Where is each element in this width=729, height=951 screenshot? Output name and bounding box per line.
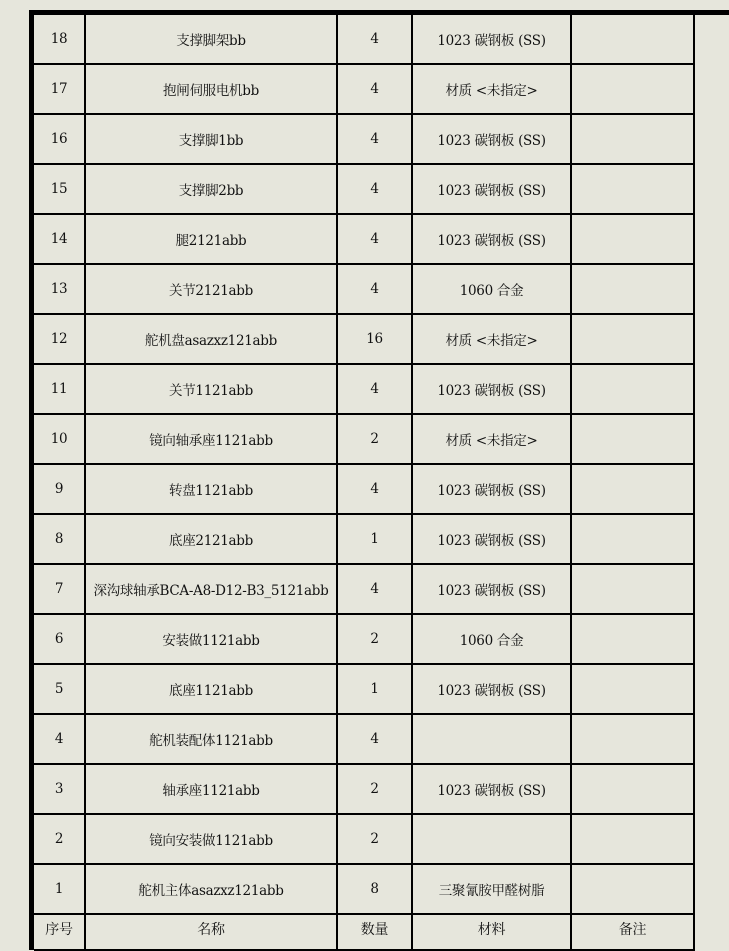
bom-cell-qty: 1 bbox=[337, 664, 412, 714]
bom-cell-material: 1023 碳钢板 (SS) bbox=[412, 114, 571, 164]
bom-cell-no: 7 bbox=[34, 564, 85, 614]
bom-cell-note bbox=[571, 564, 694, 614]
bom-cell-material bbox=[412, 814, 571, 864]
bom-cell-qty: 4 bbox=[337, 464, 412, 514]
table-row bbox=[34, 15, 694, 64]
bom-cell-qty: 1 bbox=[337, 514, 412, 564]
table-row bbox=[34, 514, 694, 564]
bom-cell-qty: 4 bbox=[337, 714, 412, 764]
bom-cell-no: 15 bbox=[34, 164, 85, 214]
bom-cell-material: 材质 <未指定> bbox=[412, 64, 571, 114]
bom-cell-name: 深沟球轴承BCA-A8-D12-B3_5121abb bbox=[85, 564, 337, 614]
bom-cell-no: 1 bbox=[34, 864, 85, 914]
bom-cell-no: 8 bbox=[34, 514, 85, 564]
table-row bbox=[34, 64, 694, 114]
bom-cell-material: 1023 碳钢板 (SS) bbox=[412, 464, 571, 514]
bom-cell-qty: 4 bbox=[337, 114, 412, 164]
table-row bbox=[34, 414, 694, 464]
bom-cell-no: 16 bbox=[34, 114, 85, 164]
bom-cell-material: 1023 碳钢板 (SS) bbox=[412, 15, 571, 64]
bom-cell-name: 舵机装配体1121abb bbox=[85, 714, 337, 764]
bom-cell-qty: 2 bbox=[337, 414, 412, 464]
bom-cell-name: 镜向安装做1121abb bbox=[85, 814, 337, 864]
header-name: 名称 bbox=[85, 914, 337, 950]
bom-cell-note bbox=[571, 364, 694, 414]
bom-cell-name: 舵机盘asazxz121abb bbox=[85, 314, 337, 364]
bom-cell-name: 安装做1121abb bbox=[85, 614, 337, 664]
bom-cell-note bbox=[571, 414, 694, 464]
bom-cell-note bbox=[571, 814, 694, 864]
table-row bbox=[34, 314, 694, 364]
bom-cell-note bbox=[571, 164, 694, 214]
table-row bbox=[34, 664, 694, 714]
bom-cell-material: 1023 碳钢板 (SS) bbox=[412, 564, 571, 614]
bom-cell-material: 三聚氰胺甲醛树脂 bbox=[412, 864, 571, 914]
bom-cell-no: 11 bbox=[34, 364, 85, 414]
header-material: 材料 bbox=[412, 914, 571, 950]
bom-cell-no: 18 bbox=[34, 15, 85, 64]
table-row bbox=[34, 764, 694, 814]
bom-cell-qty: 4 bbox=[337, 64, 412, 114]
bom-cell-no: 9 bbox=[34, 464, 85, 514]
bom-cell-name: 关节2121abb bbox=[85, 264, 337, 314]
table-row bbox=[34, 164, 694, 214]
bom-cell-material: 1060 合金 bbox=[412, 614, 571, 664]
table-row bbox=[34, 614, 694, 664]
bom-cell-name: 关节1121abb bbox=[85, 364, 337, 414]
bom-cell-name: 转盘1121abb bbox=[85, 464, 337, 514]
bom-cell-note bbox=[571, 864, 694, 914]
bom-cell-qty: 4 bbox=[337, 364, 412, 414]
bom-table-body bbox=[34, 15, 694, 950]
table-row bbox=[34, 464, 694, 514]
bom-cell-material: 1023 碳钢板 (SS) bbox=[412, 764, 571, 814]
bom-cell-material: 1023 碳钢板 (SS) bbox=[412, 164, 571, 214]
bom-cell-name: 腿2121abb bbox=[85, 214, 337, 264]
bom-cell-no: 12 bbox=[34, 314, 85, 364]
table-row bbox=[34, 114, 694, 164]
bom-table-frame bbox=[29, 10, 729, 950]
bom-cell-note bbox=[571, 764, 694, 814]
header-no: 序号 bbox=[34, 914, 85, 950]
bom-cell-note bbox=[571, 264, 694, 314]
bom-cell-note bbox=[571, 464, 694, 514]
bom-cell-no: 3 bbox=[34, 764, 85, 814]
table-row bbox=[34, 714, 694, 764]
bom-cell-note bbox=[571, 15, 694, 64]
bom-cell-name: 支撑脚1bb bbox=[85, 114, 337, 164]
bom-cell-no: 14 bbox=[34, 214, 85, 264]
header-qty: 数量 bbox=[337, 914, 412, 950]
table-row bbox=[34, 364, 694, 414]
bom-cell-material: 1023 碳钢板 (SS) bbox=[412, 214, 571, 264]
bom-cell-qty: 4 bbox=[337, 564, 412, 614]
bom-cell-material: 1060 合金 bbox=[412, 264, 571, 314]
bom-cell-qty: 16 bbox=[337, 314, 412, 364]
bom-cell-qty: 4 bbox=[337, 264, 412, 314]
table-row bbox=[34, 214, 694, 264]
bom-cell-qty: 2 bbox=[337, 764, 412, 814]
bom-cell-material: 1023 碳钢板 (SS) bbox=[412, 514, 571, 564]
bom-cell-no: 5 bbox=[34, 664, 85, 714]
bom-cell-no: 10 bbox=[34, 414, 85, 464]
bom-cell-no: 4 bbox=[34, 714, 85, 764]
bom-cell-name: 镜向轴承座1121abb bbox=[85, 414, 337, 464]
bom-cell-note bbox=[571, 714, 694, 764]
bom-cell-name: 轴承座1121abb bbox=[85, 764, 337, 814]
table-row bbox=[34, 264, 694, 314]
bom-cell-no: 13 bbox=[34, 264, 85, 314]
bom-cell-note bbox=[571, 314, 694, 364]
bom-cell-qty: 4 bbox=[337, 214, 412, 264]
bom-cell-note bbox=[571, 514, 694, 564]
bom-cell-name: 底座1121abb bbox=[85, 664, 337, 714]
bom-cell-no: 6 bbox=[34, 614, 85, 664]
bom-cell-no: 2 bbox=[34, 814, 85, 864]
bom-cell-note bbox=[571, 114, 694, 164]
table-row bbox=[34, 864, 694, 914]
table-row bbox=[34, 814, 694, 864]
bom-cell-name: 支撑脚架bb bbox=[85, 15, 337, 64]
bom-cell-name: 抱闸伺服电机bb bbox=[85, 64, 337, 114]
bom-cell-note bbox=[571, 664, 694, 714]
bom-cell-qty: 2 bbox=[337, 614, 412, 664]
bom-cell-note bbox=[571, 64, 694, 114]
bom-cell-note bbox=[571, 614, 694, 664]
bom-cell-qty: 8 bbox=[337, 864, 412, 914]
bom-cell-name: 支撑脚2bb bbox=[85, 164, 337, 214]
bom-cell-material bbox=[412, 714, 571, 764]
bom-table bbox=[34, 15, 695, 951]
bom-cell-name: 舵机主体asazxz121abb bbox=[85, 864, 337, 914]
bom-cell-material: 材质 <未指定> bbox=[412, 314, 571, 364]
table-row bbox=[34, 564, 694, 614]
bom-cell-qty: 2 bbox=[337, 814, 412, 864]
header-note: 备注 bbox=[571, 914, 694, 950]
bom-cell-qty: 4 bbox=[337, 15, 412, 64]
bom-cell-material: 材质 <未指定> bbox=[412, 414, 571, 464]
bom-cell-no: 17 bbox=[34, 64, 85, 114]
bom-cell-material: 1023 碳钢板 (SS) bbox=[412, 664, 571, 714]
bom-cell-note bbox=[571, 214, 694, 264]
bom-cell-qty: 4 bbox=[337, 164, 412, 214]
bom-header-row bbox=[34, 914, 694, 950]
bom-cell-name: 底座2121abb bbox=[85, 514, 337, 564]
bom-cell-material: 1023 碳钢板 (SS) bbox=[412, 364, 571, 414]
